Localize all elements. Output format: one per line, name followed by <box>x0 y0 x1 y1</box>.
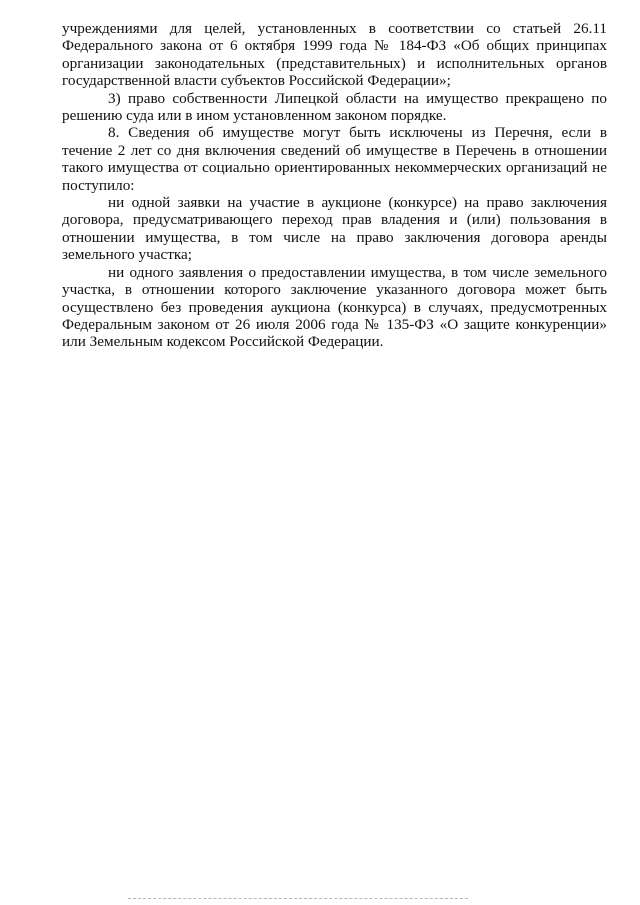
document-body <box>62 20 607 351</box>
paragraph-item-3: 3) право собственности Липецкой области на имущество прекращено по решению суда или в ином установленном законом порядке. <box>62 89 607 125</box>
paragraph-item-8-b: ни одного заявления о предоставлении имущества, в том числе земельного участка, в отношении которого заключение указанного договора может быть осуществлено без проведения аукциона (конкурса) в случаях, предусмотренных Федеральным законом от 26 июля 2006 года № 135-ФЗ «О защите конкуренции» или Земельным кодексом Российской Федерации. <box>62 263 607 351</box>
paragraph-continuation: учреждениями для целей, установленных в соответствии со статьей 26.11 Федерального закона от 6 октября 1999 года № 184-ФЗ «Об общих принципах организации законодательных (представительных) и исполнительных органов государственной власти субъектов Российской Федерации»; <box>62 20 607 90</box>
paragraph-item-8-a: ни одной заявки на участие в аукционе (конкурсе) на право заключения договора, предусматривающего переход прав владения и (или) пользования в отношении имущества, в том числе на право заключения договора аренды земельного участка; <box>62 194 607 264</box>
scan-edge-line <box>128 898 468 899</box>
paragraph-item-8: 8. Сведения об имуществе могут быть исключены из Перечня, если в течение 2 лет со дня включения сведений об имуществе в Перечень в отношении такого имущества от социально ориентированных некоммерческих организаций не поступило: <box>62 124 607 194</box>
